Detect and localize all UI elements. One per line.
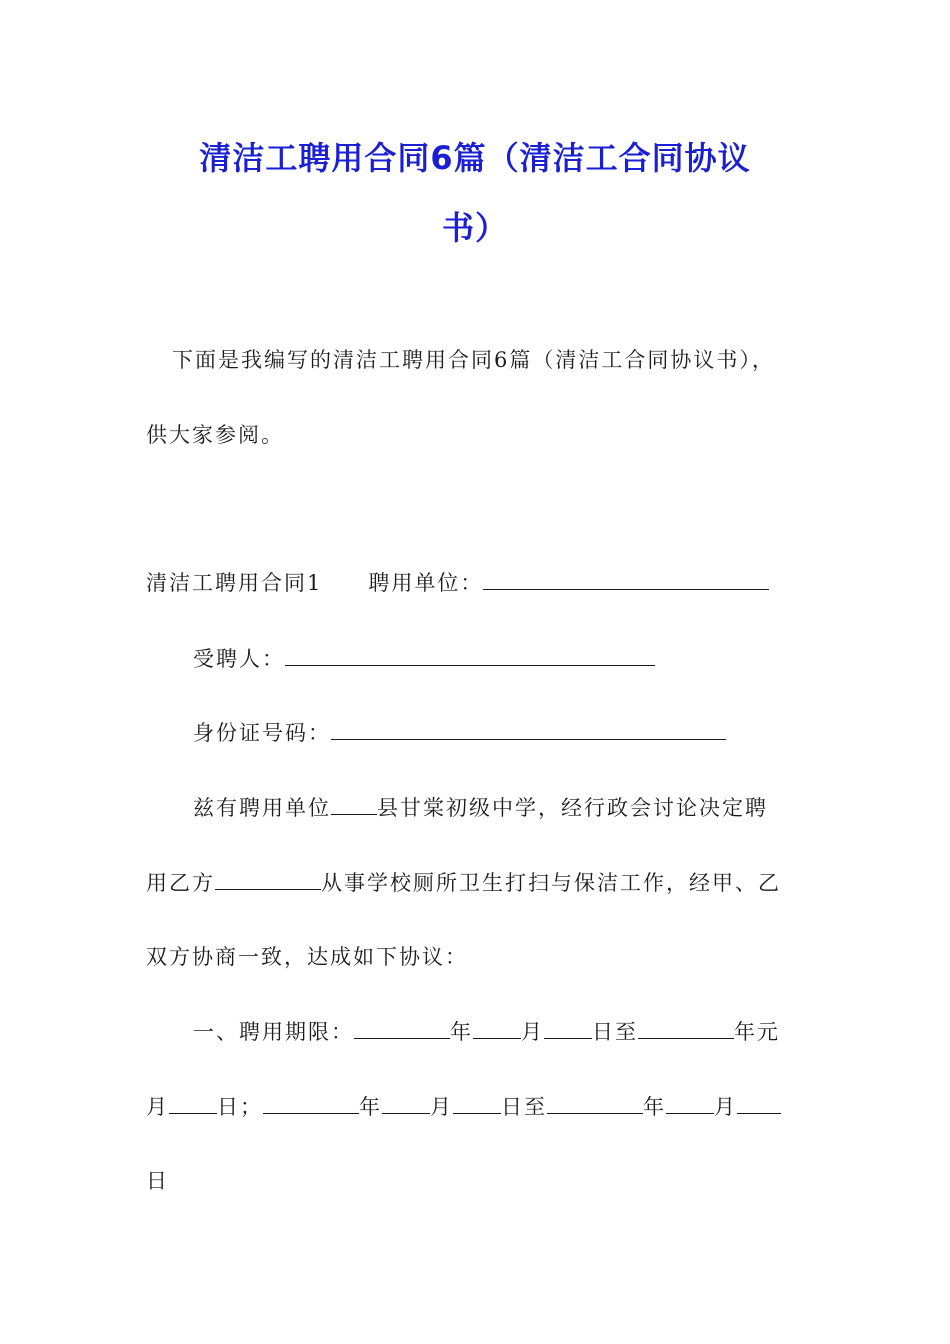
term-year-yuan: 年元 bbox=[734, 1020, 780, 1044]
term-year3: 年 bbox=[359, 1095, 382, 1119]
employer-blank bbox=[483, 569, 769, 590]
p1-text-a: 兹有聘用单位 bbox=[193, 796, 331, 820]
id-line bbox=[193, 718, 726, 748]
term-label: 一、聘用期限： bbox=[193, 1020, 354, 1044]
term-blank-year3 bbox=[263, 1093, 359, 1114]
document-title-line1: 清洁工聘用合同6篇（清洁工合同协议 bbox=[199, 139, 751, 177]
term-line2 bbox=[146, 1092, 781, 1122]
intro-line2: 供大家参阅。 bbox=[146, 423, 284, 447]
paragraph-line2 bbox=[146, 868, 781, 898]
term-blank-year2 bbox=[638, 1018, 734, 1039]
paragraph-line3: 双方协商一致，达成如下协议： bbox=[146, 945, 468, 969]
p2-text-b: 从事学校厕所卫生打扫与保洁工作，经甲、乙 bbox=[321, 871, 781, 895]
document-title-line2: 书） bbox=[441, 209, 508, 247]
intro-line1: 下面是我编写的清洁工聘用合同6篇（清洁工合同协议书）， bbox=[172, 348, 775, 372]
term-blank-year4 bbox=[547, 1093, 643, 1114]
term-blank-month1 bbox=[473, 1018, 521, 1039]
term-day-semi: 日； bbox=[217, 1095, 263, 1119]
term-month2: 月 bbox=[146, 1095, 169, 1119]
term-month3: 月 bbox=[430, 1095, 453, 1119]
term-blank-year1 bbox=[354, 1018, 450, 1039]
p2-text-a: 用乙方 bbox=[146, 871, 215, 895]
paragraph-line1 bbox=[193, 793, 768, 823]
section-heading-line bbox=[146, 568, 769, 598]
term-blank-month3 bbox=[382, 1093, 430, 1114]
id-blank bbox=[331, 719, 726, 740]
section-heading: 清洁工聘用合同1 bbox=[146, 571, 323, 595]
term-line1 bbox=[193, 1017, 780, 1047]
employee-label: 受聘人： bbox=[193, 647, 285, 671]
term-blank-month4 bbox=[666, 1093, 714, 1114]
term-year1: 年 bbox=[450, 1020, 473, 1044]
term-day-to2: 日至 bbox=[501, 1095, 547, 1119]
term-day-to1: 日至 bbox=[592, 1020, 638, 1044]
term-month1: 月 bbox=[521, 1020, 544, 1044]
term-month4: 月 bbox=[714, 1095, 737, 1119]
term-blank-day2 bbox=[169, 1093, 217, 1114]
p2-blank bbox=[215, 869, 321, 890]
employer-label: 聘用单位： bbox=[368, 571, 484, 595]
term-blank-day3 bbox=[453, 1093, 501, 1114]
employee-line bbox=[193, 644, 655, 674]
term-blank-day1 bbox=[544, 1018, 592, 1039]
employee-blank bbox=[285, 645, 655, 666]
p1-blank bbox=[331, 794, 377, 815]
term-year4: 年 bbox=[643, 1095, 666, 1119]
p1-text-b: 县甘棠初级中学，经行政会讨论决定聘 bbox=[377, 796, 768, 820]
term-blank-day4 bbox=[737, 1093, 781, 1114]
id-label: 身份证号码： bbox=[193, 721, 331, 745]
term-line3: 日 bbox=[146, 1169, 169, 1193]
